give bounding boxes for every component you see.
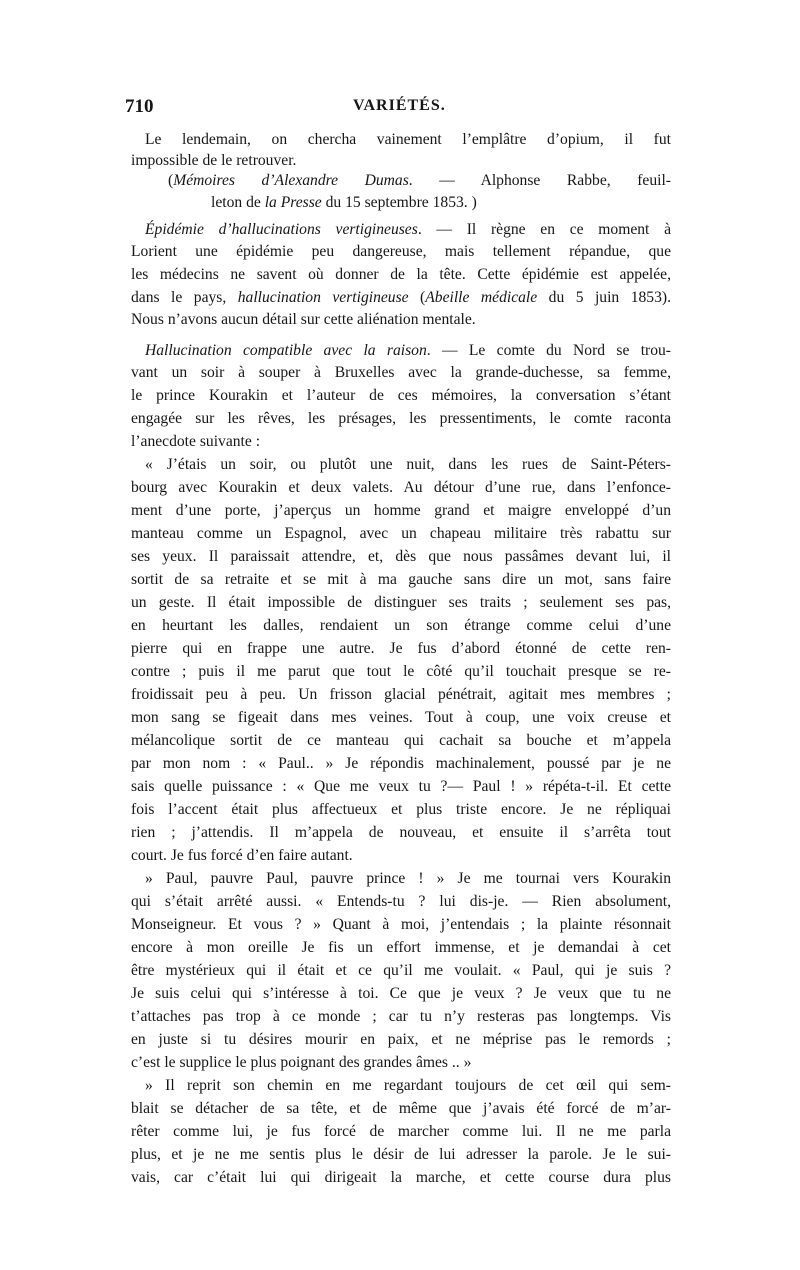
text-run: t’attaches pas trop à ce monde ; car tu n’y resteras pas longtemps. Vis — [131, 1008, 671, 1025]
text-run: par mon nom : « Paul.. » Je répondis machinalement, poussé par je ne — [131, 755, 671, 772]
text-line — [145, 339, 671, 362]
text-line — [145, 867, 671, 890]
text-line — [131, 683, 671, 706]
text-run: mon sang se figeait dans mes veines. Tout à coup, une voix creuse et — [131, 709, 671, 726]
text-run: court. Je fus forcé d’en faire autant. — [131, 847, 353, 864]
text-line — [131, 1005, 671, 1028]
italic-text: Épidémie d’hallucinations vertigineuses — [145, 221, 418, 238]
text-run: les médecins ne savent où donner de la tête. Cette épidémie est appelée, — [131, 266, 671, 283]
text-line — [131, 729, 671, 752]
text-line — [131, 522, 671, 545]
text-line — [131, 798, 671, 821]
text-line — [131, 775, 671, 798]
page-number: 710 — [125, 96, 154, 117]
text-line — [131, 890, 671, 913]
italic-text: la Presse — [264, 194, 322, 211]
text-run: du 5 juin 1853). — [537, 289, 671, 306]
text-line — [131, 660, 671, 683]
text-run: sortit de sa retraite et se mit à ma gauche sans dire un mot, sans faire — [131, 571, 671, 588]
text-run: en heurtant les dalles, rendaient un son étrange comme celui d’une — [131, 617, 671, 634]
text-line — [145, 1074, 671, 1097]
text-run: impossible de le retrouver. — [131, 152, 297, 169]
text-run: être mystérieux qui il était et ce qu’il me voulait. « Paul, qui je suis ? — [131, 962, 671, 979]
text-line — [131, 844, 671, 867]
text-line — [131, 1166, 671, 1189]
text-run: fois l’accent était plus affectueux et plus triste encore. Je ne répliquai — [131, 801, 671, 818]
text-line — [131, 286, 671, 309]
text-run: c’est le supplice le plus poignant des grandes âmes .. » — [131, 1054, 472, 1071]
text-run: . — Il règne en ce moment à — [417, 221, 671, 238]
text-run: manteau comme un Espagnol, avec un chapeau militaire très rabattu sur — [131, 525, 671, 542]
text-line — [131, 1097, 671, 1120]
text-line — [131, 1120, 671, 1143]
text-run: ses yeux. Il paraissait attendre, et, dès que nous passâmes devant lui, il — [131, 548, 671, 565]
text-line — [131, 1028, 671, 1051]
text-line — [145, 218, 671, 241]
text-run: un geste. Il était impossible de distinguer ses traits ; seulement ses pas, — [131, 594, 671, 611]
italic-text: Abeille médicale — [425, 289, 538, 306]
text-run: Monseigneur. Et vous ? » Quant à moi, j’entendais ; la plainte résonnait — [131, 916, 671, 933]
text-run: Le lendemain, on chercha vainement l’emplâtre d’opium, il fut — [145, 131, 671, 148]
text-run: contre ; puis il me parut que tout le côté qu’il touchait presque se re- — [131, 663, 671, 680]
text-run: Nous n’avons aucun détail sur cette aliénation mentale. — [131, 311, 476, 328]
text-line — [131, 959, 671, 982]
text-run: Je suis celui qui s’intéresse à toi. Ce que je veux ? Je veux que tu ne — [131, 985, 671, 1002]
text-line — [131, 568, 671, 591]
text-line — [131, 913, 671, 936]
text-line — [131, 545, 671, 568]
citation-line — [168, 169, 671, 192]
text-line — [131, 407, 671, 430]
running-title: VARIÉTÉS. — [353, 97, 446, 114]
text-run: . — Alphonse Rabbe, feuil- — [408, 172, 671, 189]
text-line — [131, 499, 671, 522]
text-run: en juste si tu désires mourir en paix, et ne méprise pas le remords ; — [131, 1031, 671, 1048]
text-line — [145, 128, 671, 151]
text-run: froidissait peu à peu. Un frisson glacial pénétrait, agitait mes membres ; — [131, 686, 671, 703]
text-line — [131, 263, 671, 286]
text-run: ( — [408, 289, 426, 306]
text-run: » Il reprit son chemin en me regardant toujours de cet œil qui sem- — [145, 1077, 671, 1094]
text-line — [131, 308, 671, 331]
text-run: vais, car c’était lui qui dirigeait la marche, et cette course dura plus — [131, 1169, 671, 1186]
text-run: mélancolique sortit de ce manteau qui cachait sa bouche et m’appela — [131, 732, 671, 749]
text-line — [131, 591, 671, 614]
text-run: bourg avec Kourakin et deux valets. Au détour d’une rue, dans l’enfonce- — [131, 479, 671, 496]
text-line — [131, 476, 671, 499]
text-run: « J’étais un soir, ou plutôt une nuit, dans les rues de Saint-Péters- — [145, 456, 671, 473]
text-run: encore à mon oreille Je fis un effort immense, et je demandai à cet — [131, 939, 671, 956]
text-run: leton de — [211, 194, 265, 211]
text-line — [131, 752, 671, 775]
text-line — [131, 1051, 671, 1074]
text-line — [131, 982, 671, 1005]
text-run: Lorient une épidémie peu dangereuse, mais tellement répandue, que — [131, 243, 671, 260]
text-run: ment d’une porte, j’aperçus un homme grand et maigre enveloppé d’un — [131, 502, 671, 519]
text-run: qui s’était arrêté aussi. « Entends-tu ? lui dis-je. — Rien absolument, — [131, 893, 671, 910]
text-line — [131, 361, 671, 384]
text-run: engagée sur les rêves, les présages, les pressentiments, le comte raconta — [131, 410, 671, 427]
text-line — [131, 821, 671, 844]
text-line — [131, 936, 671, 959]
text-run: dans le pays, — [131, 289, 238, 306]
text-run: » Paul, pauvre Paul, pauvre prince ! » Je me tournai vers Kourakin — [145, 870, 671, 887]
text-run: rien ; j’attendis. Il m’appela de nouveau, et ensuite il s’arrêta tout — [131, 824, 671, 841]
text-line — [131, 384, 671, 407]
text-line — [131, 240, 671, 263]
text-line — [131, 614, 671, 637]
text-run: le prince Kourakin et l’auteur de ces mémoires, la conversation s’étant — [131, 387, 671, 404]
page-header — [125, 96, 680, 122]
text-run: l’anecdote suivante : — [131, 433, 261, 450]
text-line — [131, 637, 671, 660]
text-run: pierre qui en frappe une autre. Je fus d’abord étonné de cette ren- — [131, 640, 671, 657]
citation-line — [211, 191, 671, 214]
italic-text: Mémoires d’Alexandre Dumas — [173, 172, 409, 189]
text-line — [131, 430, 671, 453]
italic-text: Hallucination compatible avec la raison — [145, 342, 427, 359]
text-line — [145, 453, 671, 476]
text-run: du 15 septembre 1853. ) — [321, 194, 477, 211]
text-run: vant un soir à souper à Bruxelles avec la grande-duchesse, sa femme, — [131, 364, 671, 381]
text-run: blait se détacher de sa tête, et de même que j’avais été forcé de m’ar- — [131, 1100, 671, 1117]
text-run: . — Le comte du Nord se trou- — [426, 342, 671, 359]
text-run: rêter comme lui, je fus forcé de marcher comme lui. Il ne me parla — [131, 1123, 671, 1140]
text-line — [131, 1143, 671, 1166]
italic-text: hallucination vertigineuse — [237, 289, 409, 306]
text-line — [131, 706, 671, 729]
text-run: plus, et je ne me sentis plus le désir de lui adresser la parole. Je le sui- — [131, 1146, 671, 1163]
text-run: sais quelle puissance : « Que me veux tu ?— Paul ! » répéta-t-il. Et cette — [131, 778, 671, 795]
text-run: ( — [168, 172, 174, 189]
